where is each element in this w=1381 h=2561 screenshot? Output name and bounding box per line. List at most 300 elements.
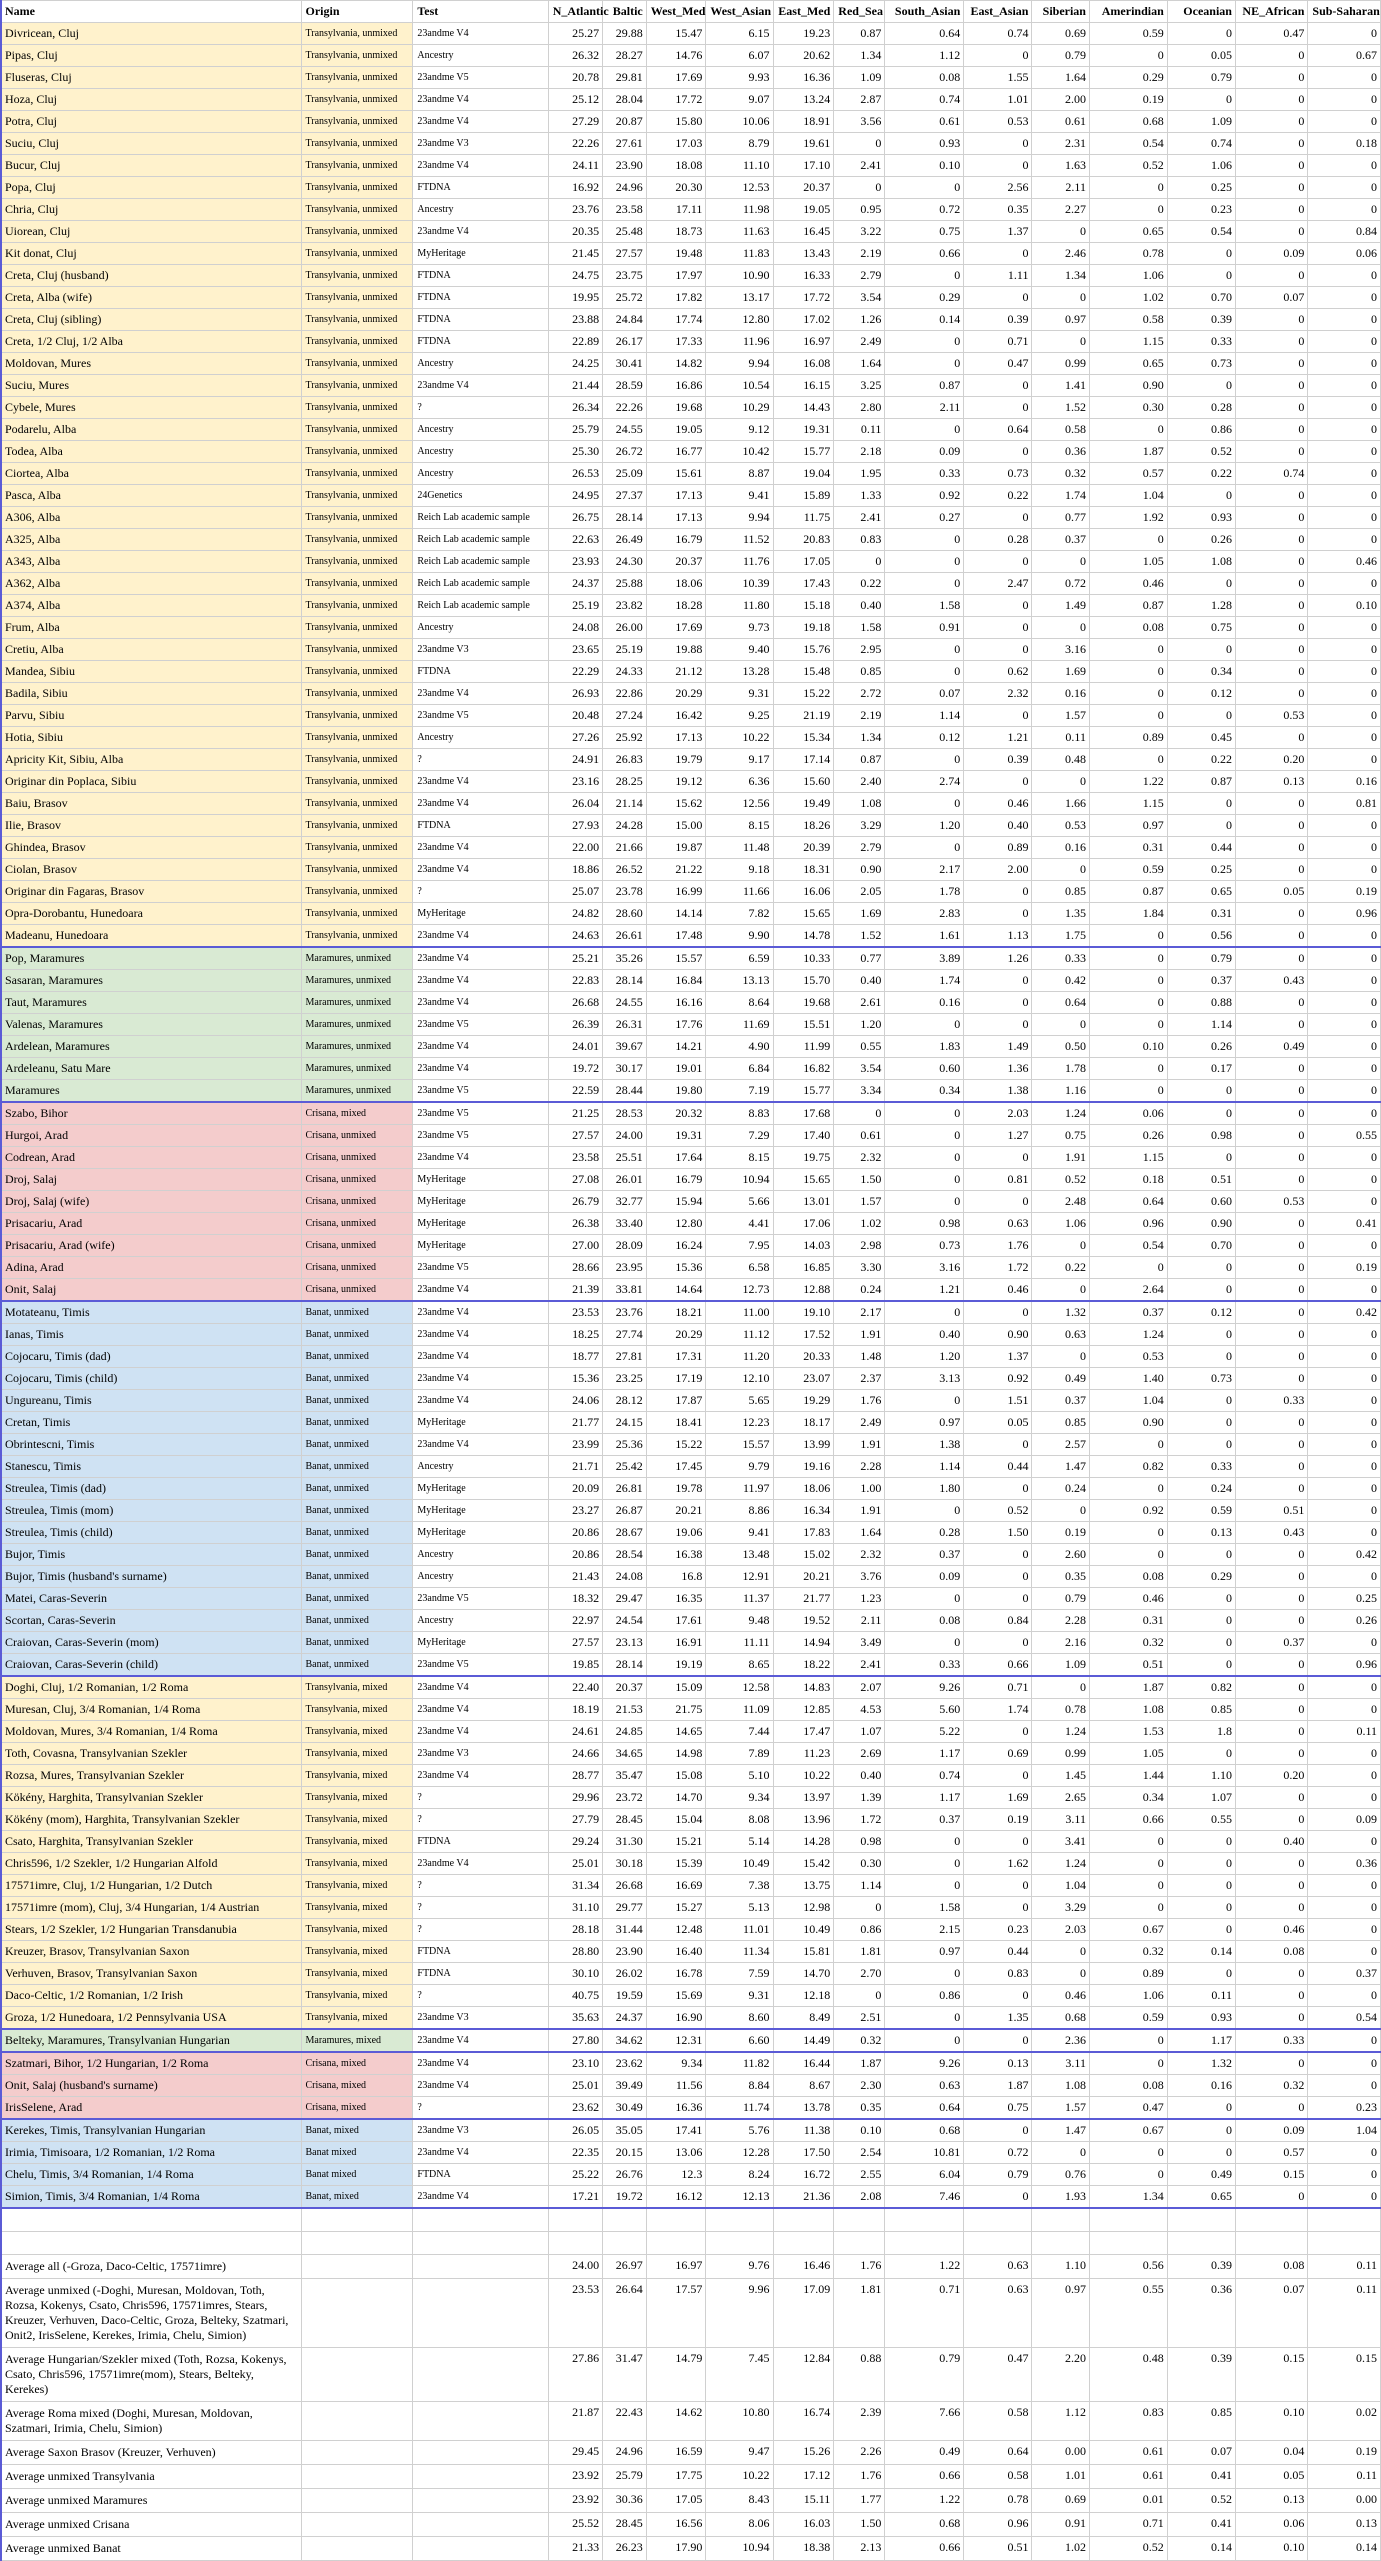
value-cell[interactable]: 0	[1235, 1147, 1307, 1169]
test-cell[interactable]: FTDNA	[413, 287, 548, 309]
test-cell[interactable]: 23andme V4	[413, 683, 548, 705]
value-cell[interactable]: 20.21	[646, 1500, 706, 1522]
value-cell[interactable]: 32.77	[603, 1191, 647, 1213]
value-cell[interactable]: 18.73	[646, 221, 706, 243]
value-cell[interactable]: 17.72	[773, 287, 834, 309]
sample-name-cell[interactable]: Craiovan, Caras-Severin (mom)	[1, 1632, 302, 1654]
sample-name-cell[interactable]: Matei, Caras-Severin	[1, 1588, 302, 1610]
origin-cell[interactable]: Transylvania, mixed	[301, 1699, 413, 1721]
average-value-cell[interactable]: 0.39	[1167, 2255, 1235, 2279]
average-value-cell[interactable]: 17.05	[646, 2489, 706, 2513]
value-cell[interactable]: 0.93	[885, 133, 964, 155]
average-value-cell[interactable]: 0.00	[1032, 2441, 1090, 2465]
empty-cell[interactable]	[1167, 2208, 1235, 2232]
value-cell[interactable]: 2.11	[834, 1610, 885, 1632]
value-cell[interactable]: 0	[1032, 1676, 1090, 1699]
value-cell[interactable]: 0	[964, 881, 1032, 903]
value-cell[interactable]: 0	[1235, 45, 1307, 67]
value-cell[interactable]: 1.57	[834, 1191, 885, 1213]
sample-name-cell[interactable]: Opra-Dorobantu, Hunedoara	[1, 903, 302, 925]
value-cell[interactable]: 24.37	[548, 573, 602, 595]
value-cell[interactable]: 1.69	[834, 903, 885, 925]
value-cell[interactable]: 28.14	[603, 970, 647, 992]
value-cell[interactable]: 24.08	[603, 1566, 647, 1588]
value-cell[interactable]: 27.74	[603, 1324, 647, 1346]
value-cell[interactable]: 0	[964, 2186, 1032, 2209]
average-value-cell[interactable]: 0.05	[1235, 2465, 1307, 2489]
value-cell[interactable]: 1.15	[1089, 793, 1167, 815]
value-cell[interactable]: 16.45	[773, 221, 834, 243]
value-cell[interactable]: 0	[964, 1434, 1032, 1456]
value-cell[interactable]: 0.05	[1235, 881, 1307, 903]
value-cell[interactable]: 1.52	[834, 925, 885, 948]
value-cell[interactable]: 23.16	[548, 771, 602, 793]
average-value-cell[interactable]: 22.43	[603, 2402, 647, 2441]
value-cell[interactable]: 11.80	[706, 595, 773, 617]
test-cell[interactable]: 23andme V4	[413, 1324, 548, 1346]
value-cell[interactable]: 11.38	[773, 2119, 834, 2142]
average-value-cell[interactable]: 0.15	[1308, 2348, 1381, 2402]
value-cell[interactable]: 0	[964, 1632, 1032, 1654]
value-cell[interactable]: 18.17	[773, 1412, 834, 1434]
value-cell[interactable]: 1.06	[1032, 1213, 1090, 1235]
sample-name-cell[interactable]: Cojocaru, Timis (child)	[1, 1368, 302, 1390]
average-value-cell[interactable]: 23.92	[548, 2489, 602, 2513]
value-cell[interactable]: 0	[1308, 1014, 1381, 1036]
value-cell[interactable]: 11.37	[706, 1588, 773, 1610]
origin-cell[interactable]: Transylvania, mixed	[301, 1897, 413, 1919]
sample-name-cell[interactable]: Valenas, Maramures	[1, 1014, 302, 1036]
value-cell[interactable]: 1.09	[1032, 1654, 1090, 1677]
value-cell[interactable]: 0.18	[1089, 1169, 1167, 1191]
value-cell[interactable]: 1.38	[964, 1080, 1032, 1103]
value-cell[interactable]: 27.81	[603, 1346, 647, 1368]
value-cell[interactable]: 0.42	[1308, 1301, 1381, 1324]
value-cell[interactable]: 0	[1089, 661, 1167, 683]
value-cell[interactable]: 0.20	[1235, 749, 1307, 771]
value-cell[interactable]: 1.32	[1167, 2052, 1235, 2075]
test-cell[interactable]: 23andme V4	[413, 925, 548, 948]
test-cell[interactable]: FTDNA	[413, 1831, 548, 1853]
origin-cell[interactable]: Transylvania, unmixed	[301, 265, 413, 287]
sample-name-cell[interactable]: Ciortea, Alba	[1, 463, 302, 485]
value-cell[interactable]: 0	[964, 705, 1032, 727]
test-cell[interactable]: 23andme V4	[413, 1765, 548, 1787]
value-cell[interactable]: 0	[1235, 1301, 1307, 1324]
value-cell[interactable]: 0.65	[1089, 221, 1167, 243]
column-header[interactable]: Baltic	[603, 1, 647, 23]
value-cell[interactable]: 26.79	[548, 1191, 602, 1213]
value-cell[interactable]: 6.15	[706, 23, 773, 45]
value-cell[interactable]: 0.74	[885, 89, 964, 111]
value-cell[interactable]: 0.71	[964, 331, 1032, 353]
empty-cell[interactable]	[413, 2232, 548, 2255]
value-cell[interactable]: 16.85	[773, 1257, 834, 1279]
value-cell[interactable]: 1.41	[1032, 375, 1090, 397]
value-cell[interactable]: 19.49	[773, 793, 834, 815]
value-cell[interactable]: 0.43	[1235, 970, 1307, 992]
empty-cell[interactable]	[413, 2489, 548, 2513]
test-cell[interactable]: 23andme V5	[413, 1014, 548, 1036]
value-cell[interactable]: 0.16	[1032, 683, 1090, 705]
value-cell[interactable]: 6.36	[706, 771, 773, 793]
value-cell[interactable]: 11.98	[706, 199, 773, 221]
origin-cell[interactable]: Transylvania, unmixed	[301, 397, 413, 419]
value-cell[interactable]: 0.92	[964, 1368, 1032, 1390]
empty-cell[interactable]	[301, 2402, 413, 2441]
value-cell[interactable]: 16.69	[646, 1875, 706, 1897]
value-cell[interactable]: 0	[1089, 1897, 1167, 1919]
value-cell[interactable]: 0	[1308, 287, 1381, 309]
average-value-cell[interactable]: 10.80	[706, 2402, 773, 2441]
value-cell[interactable]: 2.05	[834, 881, 885, 903]
test-cell[interactable]: 23andme V4	[413, 1346, 548, 1368]
value-cell[interactable]: 0	[964, 1191, 1032, 1213]
sample-name-cell[interactable]: Belteky, Maramures, Transylvanian Hungarian	[1, 2029, 302, 2052]
value-cell[interactable]: 27.61	[603, 133, 647, 155]
value-cell[interactable]: 0.63	[885, 2075, 964, 2097]
value-cell[interactable]: 15.22	[773, 683, 834, 705]
value-cell[interactable]: 1.09	[1167, 111, 1235, 133]
average-value-cell[interactable]: 15.26	[773, 2441, 834, 2465]
value-cell[interactable]: 28.12	[603, 1390, 647, 1412]
sample-name-cell[interactable]: A374, Alba	[1, 595, 302, 617]
origin-cell[interactable]: Transylvania, unmixed	[301, 595, 413, 617]
value-cell[interactable]: 18.08	[646, 155, 706, 177]
value-cell[interactable]: 1.91	[834, 1324, 885, 1346]
average-value-cell[interactable]: 0.14	[1308, 2537, 1381, 2561]
sample-name-cell[interactable]: Scortan, Caras-Severin	[1, 1610, 302, 1632]
value-cell[interactable]: 1.58	[885, 1897, 964, 1919]
value-cell[interactable]: 17.72	[646, 89, 706, 111]
average-value-cell[interactable]: 0.19	[1308, 2441, 1381, 2465]
value-cell[interactable]: 0	[1308, 1147, 1381, 1169]
sample-name-cell[interactable]: Streulea, Timis (child)	[1, 1522, 302, 1544]
test-cell[interactable]: 23andme V4	[413, 771, 548, 793]
average-value-cell[interactable]: 26.97	[603, 2255, 647, 2279]
test-cell[interactable]: 23andme V4	[413, 111, 548, 133]
value-cell[interactable]: 1.50	[834, 1169, 885, 1191]
value-cell[interactable]: 14.94	[773, 1632, 834, 1654]
value-cell[interactable]: 2.00	[964, 859, 1032, 881]
value-cell[interactable]: 19.87	[646, 837, 706, 859]
value-cell[interactable]: 0	[1167, 1390, 1235, 1412]
value-cell[interactable]: 0.40	[964, 815, 1032, 837]
value-cell[interactable]: 1.17	[1167, 2029, 1235, 2052]
value-cell[interactable]: 0.56	[1167, 925, 1235, 948]
value-cell[interactable]: 1.05	[1089, 1743, 1167, 1765]
sample-name-cell[interactable]: Droj, Salaj (wife)	[1, 1191, 302, 1213]
value-cell[interactable]: 0.93	[1167, 507, 1235, 529]
value-cell[interactable]: 0	[1167, 1963, 1235, 1985]
origin-cell[interactable]: Transylvania, unmixed	[301, 925, 413, 948]
value-cell[interactable]: 25.09	[603, 463, 647, 485]
value-cell[interactable]: 20.86	[548, 1522, 602, 1544]
value-cell[interactable]: 0	[1167, 265, 1235, 287]
test-cell[interactable]: 23andme V3	[413, 2119, 548, 2142]
column-header[interactable]: South_Asian	[885, 1, 964, 23]
origin-cell[interactable]: Banat, mixed	[301, 2119, 413, 2142]
value-cell[interactable]: 1.37	[964, 221, 1032, 243]
sample-name-cell[interactable]: Szabo, Bihor	[1, 1102, 302, 1125]
value-cell[interactable]: 1.06	[1089, 1985, 1167, 2007]
value-cell[interactable]: 0.54	[1167, 221, 1235, 243]
origin-cell[interactable]: Transylvania, mixed	[301, 1743, 413, 1765]
column-header[interactable]: Red_Sea	[834, 1, 885, 23]
value-cell[interactable]: 16.42	[646, 705, 706, 727]
average-value-cell[interactable]: 0.51	[964, 2537, 1032, 2561]
empty-cell[interactable]	[1032, 2208, 1090, 2232]
value-cell[interactable]: 0	[1235, 309, 1307, 331]
average-value-cell[interactable]: 0.10	[1235, 2537, 1307, 2561]
test-cell[interactable]: 23andme V4	[413, 947, 548, 970]
value-cell[interactable]: 0	[1235, 177, 1307, 199]
value-cell[interactable]: 0.44	[964, 1456, 1032, 1478]
value-cell[interactable]: 0.86	[834, 1919, 885, 1941]
value-cell[interactable]: 4.90	[706, 1036, 773, 1058]
sample-name-cell[interactable]: Maramures	[1, 1080, 302, 1103]
value-cell[interactable]: 7.44	[706, 1721, 773, 1743]
value-cell[interactable]: 17.06	[773, 1213, 834, 1235]
empty-cell[interactable]	[1089, 2232, 1167, 2255]
value-cell[interactable]: 0.54	[1308, 2007, 1381, 2030]
value-cell[interactable]: 0.31	[1089, 1610, 1167, 1632]
average-value-cell[interactable]: 0.14	[1167, 2537, 1235, 2561]
value-cell[interactable]: 15.21	[646, 1831, 706, 1853]
origin-cell[interactable]: Transylvania, unmixed	[301, 573, 413, 595]
value-cell[interactable]: 18.06	[773, 1478, 834, 1500]
value-cell[interactable]: 0	[1167, 1147, 1235, 1169]
value-cell[interactable]: 27.00	[548, 1235, 602, 1257]
average-value-cell[interactable]: 0.48	[1089, 2348, 1167, 2402]
value-cell[interactable]: 0.37	[1032, 1390, 1090, 1412]
value-cell[interactable]: 2.37	[834, 1368, 885, 1390]
empty-cell[interactable]	[706, 2208, 773, 2232]
value-cell[interactable]: 9.90	[706, 925, 773, 948]
value-cell[interactable]: 28.14	[603, 507, 647, 529]
value-cell[interactable]: 3.34	[834, 1080, 885, 1103]
value-cell[interactable]: 20.62	[773, 45, 834, 67]
value-cell[interactable]: 30.10	[548, 1963, 602, 1985]
empty-cell[interactable]	[1032, 2232, 1090, 2255]
value-cell[interactable]: 0.57	[1235, 2142, 1307, 2164]
value-cell[interactable]: 27.57	[548, 1125, 602, 1147]
value-cell[interactable]: 29.47	[603, 1588, 647, 1610]
value-cell[interactable]: 3.13	[885, 1368, 964, 1390]
value-cell[interactable]: 8.79	[706, 133, 773, 155]
value-cell[interactable]: 1.32	[1032, 1301, 1090, 1324]
value-cell[interactable]: 16.06	[773, 881, 834, 903]
origin-cell[interactable]: Maramures, unmixed	[301, 992, 413, 1014]
value-cell[interactable]: 0	[1167, 23, 1235, 45]
value-cell[interactable]: 33.40	[603, 1213, 647, 1235]
value-cell[interactable]: 0	[1167, 1831, 1235, 1853]
value-cell[interactable]: 0.51	[1167, 1169, 1235, 1191]
value-cell[interactable]: 21.75	[646, 1699, 706, 1721]
value-cell[interactable]: 0	[1167, 1610, 1235, 1632]
value-cell[interactable]: 0	[1235, 1324, 1307, 1346]
sample-name-cell[interactable]: Chelu, Timis, 3/4 Romanian, 1/4 Roma	[1, 2164, 302, 2186]
value-cell[interactable]: 0.90	[834, 859, 885, 881]
average-value-cell[interactable]: 18.38	[773, 2537, 834, 2561]
value-cell[interactable]: 25.72	[603, 287, 647, 309]
column-header[interactable]: Sub-Saharan	[1308, 1, 1381, 23]
value-cell[interactable]: 0.37	[1308, 1963, 1381, 1985]
value-cell[interactable]: 21.45	[548, 243, 602, 265]
origin-cell[interactable]: Banat, unmixed	[301, 1654, 413, 1677]
value-cell[interactable]: 0.48	[1032, 749, 1090, 771]
value-cell[interactable]: 0	[1089, 1478, 1167, 1500]
average-label-cell[interactable]: Average Saxon Brasov (Kreuzer, Verhuven)	[1, 2441, 302, 2465]
value-cell[interactable]: 18.77	[548, 1346, 602, 1368]
value-cell[interactable]: 1.64	[834, 353, 885, 375]
value-cell[interactable]: 0.23	[1167, 199, 1235, 221]
sample-name-cell[interactable]: Motateanu, Timis	[1, 1301, 302, 1324]
value-cell[interactable]: 5.66	[706, 1191, 773, 1213]
value-cell[interactable]: 8.15	[706, 1147, 773, 1169]
value-cell[interactable]: 23.75	[603, 265, 647, 287]
value-cell[interactable]: 17.31	[646, 1346, 706, 1368]
value-cell[interactable]: 0	[1308, 441, 1381, 463]
test-cell[interactable]: 23andme V4	[413, 1036, 548, 1058]
value-cell[interactable]: 16.08	[773, 353, 834, 375]
sample-name-cell[interactable]: A306, Alba	[1, 507, 302, 529]
value-cell[interactable]: 0.73	[964, 463, 1032, 485]
origin-cell[interactable]: Crisana, unmixed	[301, 1125, 413, 1147]
value-cell[interactable]: 20.32	[646, 1102, 706, 1125]
value-cell[interactable]: 14.21	[646, 1036, 706, 1058]
value-cell[interactable]: 0.31	[1089, 837, 1167, 859]
value-cell[interactable]: 16.92	[548, 177, 602, 199]
value-cell[interactable]: 9.41	[706, 485, 773, 507]
value-cell[interactable]: 1.64	[1032, 67, 1090, 89]
value-cell[interactable]: 9.18	[706, 859, 773, 881]
value-cell[interactable]: 1.92	[1089, 507, 1167, 529]
value-cell[interactable]: 0	[964, 639, 1032, 661]
value-cell[interactable]: 0	[1235, 683, 1307, 705]
value-cell[interactable]: 0	[1308, 837, 1381, 859]
value-cell[interactable]: 27.29	[548, 111, 602, 133]
value-cell[interactable]: 0	[1308, 1632, 1381, 1654]
origin-cell[interactable]: Maramures, unmixed	[301, 1036, 413, 1058]
value-cell[interactable]: 1.14	[834, 1875, 885, 1897]
value-cell[interactable]: 12.73	[706, 1279, 773, 1302]
value-cell[interactable]: 0	[1032, 1279, 1090, 1302]
value-cell[interactable]: 24.75	[548, 265, 602, 287]
value-cell[interactable]: 20.37	[603, 1676, 647, 1699]
average-label-cell[interactable]: Average all (-Groza, Daco-Celtic, 17571imre)	[1, 2255, 302, 2279]
value-cell[interactable]: 19.10	[773, 1301, 834, 1324]
value-cell[interactable]: 19.79	[646, 749, 706, 771]
value-cell[interactable]: 35.05	[603, 2119, 647, 2142]
value-cell[interactable]: 0.09	[885, 441, 964, 463]
average-value-cell[interactable]: 0.69	[1032, 2489, 1090, 2513]
value-cell[interactable]: 2.11	[885, 397, 964, 419]
value-cell[interactable]: 0.29	[1167, 1566, 1235, 1588]
origin-cell[interactable]: Transylvania, unmixed	[301, 441, 413, 463]
sample-name-cell[interactable]: Divricean, Cluj	[1, 23, 302, 45]
value-cell[interactable]: 0.49	[1032, 1368, 1090, 1390]
value-cell[interactable]: 15.65	[773, 1169, 834, 1191]
sample-name-cell[interactable]: Kit donat, Cluj	[1, 243, 302, 265]
value-cell[interactable]: 0.09	[1308, 1809, 1381, 1831]
value-cell[interactable]: 8.87	[706, 463, 773, 485]
test-cell[interactable]: 23andme V4	[413, 1853, 548, 1875]
value-cell[interactable]: 0	[1089, 749, 1167, 771]
value-cell[interactable]: 0	[964, 992, 1032, 1014]
average-value-cell[interactable]: 0.91	[1032, 2513, 1090, 2537]
value-cell[interactable]: 0	[1235, 1985, 1307, 2007]
origin-cell[interactable]: Banat, unmixed	[301, 1390, 413, 1412]
value-cell[interactable]: 0.69	[964, 1743, 1032, 1765]
value-cell[interactable]: 1.02	[834, 1213, 885, 1235]
value-cell[interactable]: 26.83	[603, 749, 647, 771]
value-cell[interactable]: 2.61	[834, 992, 885, 1014]
value-cell[interactable]: 0.53	[1235, 705, 1307, 727]
value-cell[interactable]: 17.48	[646, 925, 706, 948]
value-cell[interactable]: 0.87	[1167, 771, 1235, 793]
test-cell[interactable]: 23andme V5	[413, 1257, 548, 1279]
value-cell[interactable]: 0	[1089, 1875, 1167, 1897]
value-cell[interactable]: 25.88	[603, 573, 647, 595]
value-cell[interactable]: 12.91	[706, 1566, 773, 1588]
value-cell[interactable]: 0	[1235, 155, 1307, 177]
value-cell[interactable]: 0	[1308, 1743, 1381, 1765]
value-cell[interactable]: 0.82	[1167, 1676, 1235, 1699]
sample-name-cell[interactable]: 17571imre (mom), Cluj, 3/4 Hungarian, 1/4 Austrian	[1, 1897, 302, 1919]
value-cell[interactable]: 13.06	[646, 2142, 706, 2164]
value-cell[interactable]: 0.29	[1089, 67, 1167, 89]
value-cell[interactable]: 1.76	[964, 1235, 1032, 1257]
empty-cell[interactable]	[1089, 2208, 1167, 2232]
value-cell[interactable]: 0	[1032, 617, 1090, 639]
value-cell[interactable]: 0.37	[1235, 1632, 1307, 1654]
sample-name-cell[interactable]: Prisacariu, Arad	[1, 1213, 302, 1235]
value-cell[interactable]: 17.50	[773, 2142, 834, 2164]
value-cell[interactable]: 0	[1235, 992, 1307, 1014]
value-cell[interactable]: 0	[1235, 947, 1307, 970]
value-cell[interactable]: 19.29	[773, 1390, 834, 1412]
value-cell[interactable]: 0	[1235, 661, 1307, 683]
origin-cell[interactable]: Maramures, mixed	[301, 2029, 413, 2052]
value-cell[interactable]: 0	[1308, 1941, 1381, 1963]
origin-cell[interactable]: Crisana, mixed	[301, 1102, 413, 1125]
value-cell[interactable]: 0	[1308, 177, 1381, 199]
value-cell[interactable]: 24.55	[603, 419, 647, 441]
average-value-cell[interactable]: 0.83	[1089, 2402, 1167, 2441]
value-cell[interactable]: 1.51	[964, 1390, 1032, 1412]
test-cell[interactable]: 23andme V3	[413, 2007, 548, 2030]
value-cell[interactable]: 5.76	[706, 2119, 773, 2142]
sample-name-cell[interactable]: Prisacariu, Arad (wife)	[1, 1235, 302, 1257]
value-cell[interactable]: 0	[885, 639, 964, 661]
empty-cell[interactable]	[1235, 2208, 1307, 2232]
origin-cell[interactable]: Transylvania, unmixed	[301, 177, 413, 199]
average-value-cell[interactable]: 2.20	[1032, 2348, 1090, 2402]
value-cell[interactable]: 40.75	[548, 1985, 602, 2007]
value-cell[interactable]: 1.33	[834, 485, 885, 507]
value-cell[interactable]: 0	[1089, 925, 1167, 948]
average-value-cell[interactable]: 0.06	[1235, 2513, 1307, 2537]
value-cell[interactable]: 4.41	[706, 1213, 773, 1235]
value-cell[interactable]: 0	[1032, 331, 1090, 353]
column-header[interactable]: West_Med	[646, 1, 706, 23]
value-cell[interactable]: 17.10	[773, 155, 834, 177]
value-cell[interactable]: 14.28	[773, 1831, 834, 1853]
value-cell[interactable]: 0	[1235, 2052, 1307, 2075]
value-cell[interactable]: 0.14	[1167, 1941, 1235, 1963]
origin-cell[interactable]: Transylvania, mixed	[301, 1809, 413, 1831]
